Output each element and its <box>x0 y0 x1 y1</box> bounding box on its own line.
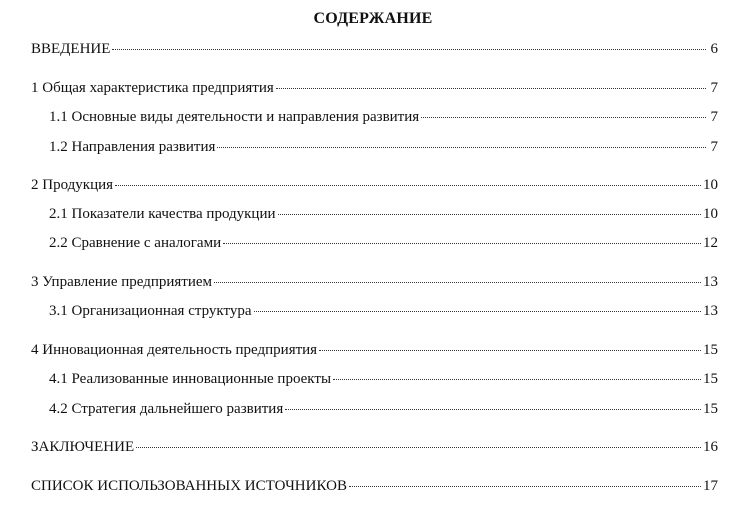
dot-leader <box>349 486 701 487</box>
toc-page-number: 12 <box>703 235 718 251</box>
toc-entry-text: 1.1 Основные виды деятельности и направления развития <box>49 109 420 125</box>
dot-leader <box>333 379 701 380</box>
dot-leader <box>214 282 701 283</box>
toc-entry-section-1-1[interactable] <box>49 108 718 126</box>
dot-leader <box>115 185 701 186</box>
toc-page-number: 15 <box>703 342 718 358</box>
dot-leader <box>421 117 706 118</box>
dot-leader <box>112 49 706 50</box>
toc-entry-section-4-1[interactable] <box>49 370 718 388</box>
dot-leader <box>136 447 701 448</box>
toc-entry-text: ЗАКЛЮЧЕНИЕ <box>31 439 135 455</box>
toc-entry-section-3-1[interactable] <box>49 302 718 320</box>
toc-entry-conclusion[interactable] <box>31 438 718 456</box>
dot-leader <box>223 243 701 244</box>
page-title: СОДЕРЖАНИЕ <box>313 10 433 27</box>
toc-entry-text: 2.2 Сравнение с аналогами <box>49 235 222 251</box>
toc-entry-text: 4.1 Реализованные инновационные проекты <box>49 371 332 387</box>
toc-entry-section-1[interactable] <box>31 79 718 97</box>
dot-leader <box>276 88 706 89</box>
toc-entry-text: 1.2 Направления развития <box>49 139 216 155</box>
toc-entry-text: ВВЕДЕНИЕ <box>31 41 111 57</box>
toc-entry-text: 4 Инновационная деятельность предприятия <box>31 342 318 358</box>
toc-entry-text: 3 Управление предприятием <box>31 274 213 290</box>
toc-page-number: 7 <box>710 139 718 155</box>
dot-leader <box>278 214 701 215</box>
toc-page-number: 7 <box>710 80 718 96</box>
toc-page-number: 13 <box>703 274 718 290</box>
toc-entry-text: 2 Продукция <box>31 177 114 193</box>
toc-entry-section-2-2[interactable] <box>49 234 718 252</box>
toc-entry-text: 3.1 Организационная структура <box>49 303 252 319</box>
toc-page-number: 15 <box>703 401 718 417</box>
toc-entry-text: 2.1 Показатели качества продукции <box>49 206 276 222</box>
toc-entry-references[interactable] <box>31 477 718 495</box>
toc-page-number: 16 <box>703 439 718 455</box>
toc-entry-section-3[interactable] <box>31 273 718 291</box>
toc-entry-section-1-2[interactable] <box>49 138 718 156</box>
toc-entry-section-4[interactable] <box>31 341 718 359</box>
toc-entry-section-2[interactable] <box>31 176 718 194</box>
dot-leader <box>217 147 706 148</box>
toc-page-number: 13 <box>703 303 718 319</box>
toc-entry-introduction[interactable] <box>31 40 718 58</box>
toc-page-number: 10 <box>703 177 718 193</box>
dot-leader <box>254 311 702 312</box>
toc-page-number: 17 <box>703 478 718 494</box>
toc-entry-text: 4.2 Стратегия дальнейшего развития <box>49 401 284 417</box>
toc-page-number: 15 <box>703 371 718 387</box>
dot-leader <box>285 409 701 410</box>
toc-page-number: 10 <box>703 206 718 222</box>
toc-entry-text: СПИСОК ИСПОЛЬЗОВАННЫХ ИСТОЧНИКОВ <box>31 478 347 494</box>
dot-leader <box>319 350 701 351</box>
toc-page-number: 6 <box>710 41 718 57</box>
toc-entry-section-4-2[interactable] <box>49 400 718 418</box>
toc-entry-section-2-1[interactable] <box>49 205 718 223</box>
toc-entry-text: 1 Общая характеристика предприятия <box>31 80 274 96</box>
toc-page-number: 7 <box>710 109 718 125</box>
